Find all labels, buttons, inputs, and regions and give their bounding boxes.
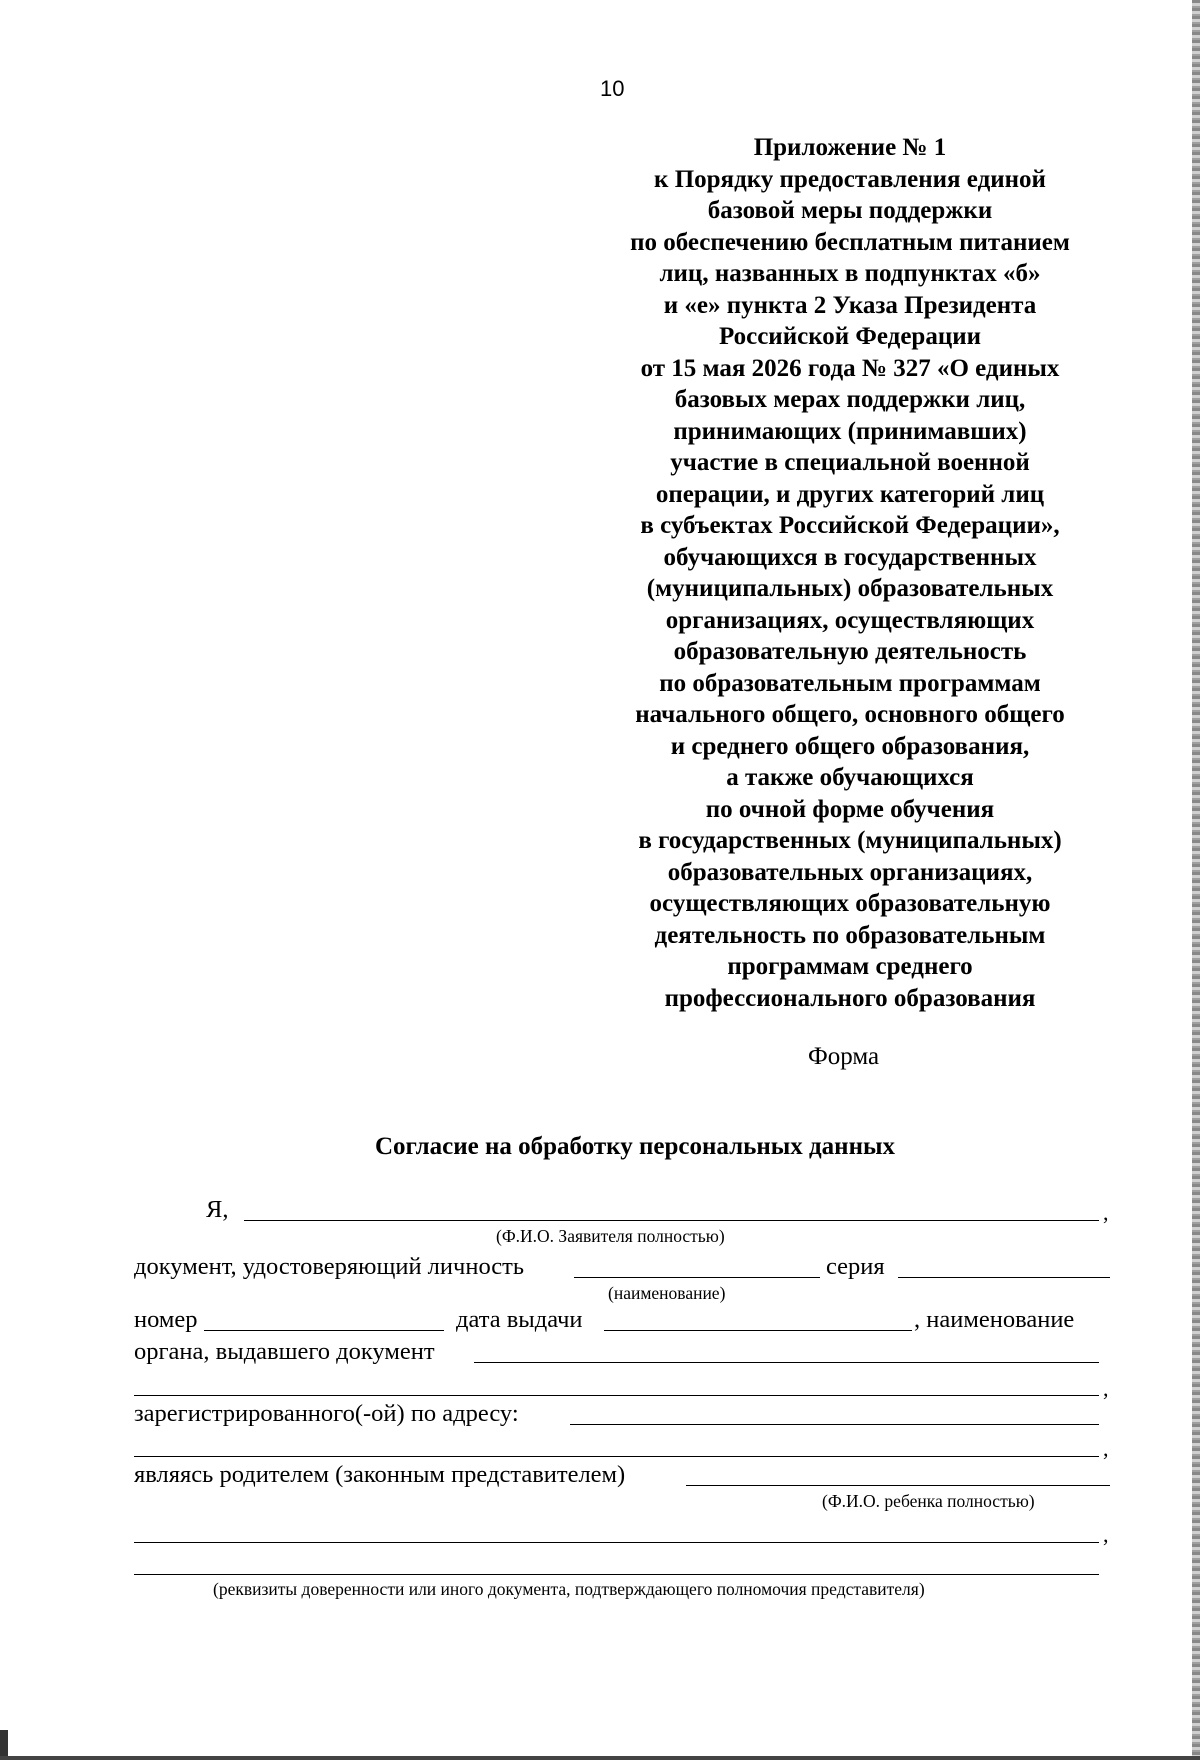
- comma-text: ,: [1103, 1200, 1109, 1225]
- name-hint: (наименование): [608, 1283, 726, 1303]
- appendix-header: [560, 132, 1140, 1014]
- comma-text: ,: [1103, 1436, 1109, 1461]
- appendix-line: программам среднего: [727, 953, 973, 980]
- appendix-line: по обеспечению бесплатным питанием: [630, 228, 1070, 256]
- series-field[interactable]: [898, 1276, 1110, 1278]
- fio-hint: (Ф.И.О. Заявителя полностью): [496, 1226, 725, 1246]
- appendix-line: принимающих (принимавших): [673, 417, 1027, 445]
- scan-edge-bottom: [0, 1756, 1200, 1760]
- address-field[interactable]: [570, 1423, 1099, 1425]
- issue-date-label: дата выдачи: [456, 1306, 583, 1333]
- appendix-line: по образовательным программам: [659, 669, 1041, 697]
- appendix-line: Российской Федерации: [718, 323, 982, 350]
- appendix-line: участие в специальной военной: [670, 449, 1030, 476]
- child-fio-field-continued[interactable]: [134, 1541, 1099, 1543]
- ya-label: Я,: [206, 1196, 229, 1223]
- appendix-line: лиц, названных в подпунктах «б»: [659, 260, 1041, 287]
- document-label: документ, удостоверяющий личность: [134, 1253, 525, 1280]
- requisites-hint: (реквизиты доверенности или иного документа, подтверждающего полномочия представителя): [213, 1579, 925, 1599]
- address-label: зарегистрированного(-ой) по адресу:: [134, 1400, 519, 1427]
- appendix-line: деятельность по образовательным: [654, 921, 1046, 949]
- child-fio-field[interactable]: [686, 1484, 1110, 1486]
- authority-field[interactable]: [474, 1361, 1099, 1363]
- parent-label: являясь родителем (законным представителем): [134, 1461, 626, 1488]
- appendix-line: осуществляющих образовательную: [649, 890, 1051, 917]
- authority-field-continued[interactable]: [134, 1394, 1099, 1396]
- number-field[interactable]: [204, 1329, 444, 1331]
- appendix-line: операции, и других категорий лиц: [655, 480, 1045, 508]
- appendix-line: начального общего, основного общего: [635, 701, 1065, 728]
- appendix-line: организациях, осуществляющих: [665, 606, 1035, 634]
- scan-edge-right: [1192, 0, 1200, 1760]
- appendix-line: а также обучающихся: [726, 764, 974, 791]
- appendix-line: образовательную деятельность: [673, 638, 1027, 665]
- appendix-line: образовательных организациях,: [667, 858, 1033, 886]
- appendix-line: по очной форме обучения: [705, 795, 995, 823]
- requisites-field[interactable]: [134, 1573, 1099, 1575]
- applicant-fio-field[interactable]: [244, 1219, 1099, 1221]
- address-field-continued[interactable]: [134, 1455, 1099, 1457]
- issue-date-field[interactable]: [604, 1329, 912, 1331]
- appendix-line: (муниципальных) образовательных: [646, 575, 1054, 602]
- series-label: серия: [826, 1253, 885, 1280]
- appendix-line: Приложение № 1: [753, 134, 947, 161]
- document-title: Согласие на обработку персональных данных: [374, 1133, 895, 1160]
- naming-label: , наименование: [914, 1306, 1075, 1333]
- appendix-line: к Порядку предоставления единой: [654, 165, 1046, 193]
- comma-text: ,: [1103, 1376, 1109, 1401]
- child-hint: (Ф.И.О. ребенка полностью): [822, 1491, 1035, 1511]
- appendix-line: базовой меры поддержки: [707, 197, 993, 224]
- appendix-line: и «е» пункта 2 Указа Президента: [663, 291, 1037, 319]
- document-name-field[interactable]: [574, 1276, 820, 1278]
- appendix-line: от 15 мая 2026 года № 327 «О единых: [640, 354, 1060, 382]
- comma-text: ,: [1103, 1522, 1109, 1547]
- number-label: номер: [134, 1306, 198, 1333]
- appendix-line: в государственных (муниципальных): [638, 827, 1062, 854]
- page-number: 10: [600, 76, 625, 101]
- appendix-line: и среднего общего образования,: [670, 732, 1030, 760]
- appendix-line: обучающихся в государственных: [663, 543, 1037, 571]
- form-label: Форма: [808, 1043, 880, 1070]
- authority-label: органа, выдавшего документ: [134, 1338, 435, 1365]
- appendix-line: в субъектах Российской Федерации»,: [640, 512, 1060, 539]
- appendix-line: профессионального образования: [664, 984, 1036, 1012]
- appendix-line: базовых мерах поддержки лиц,: [674, 386, 1026, 413]
